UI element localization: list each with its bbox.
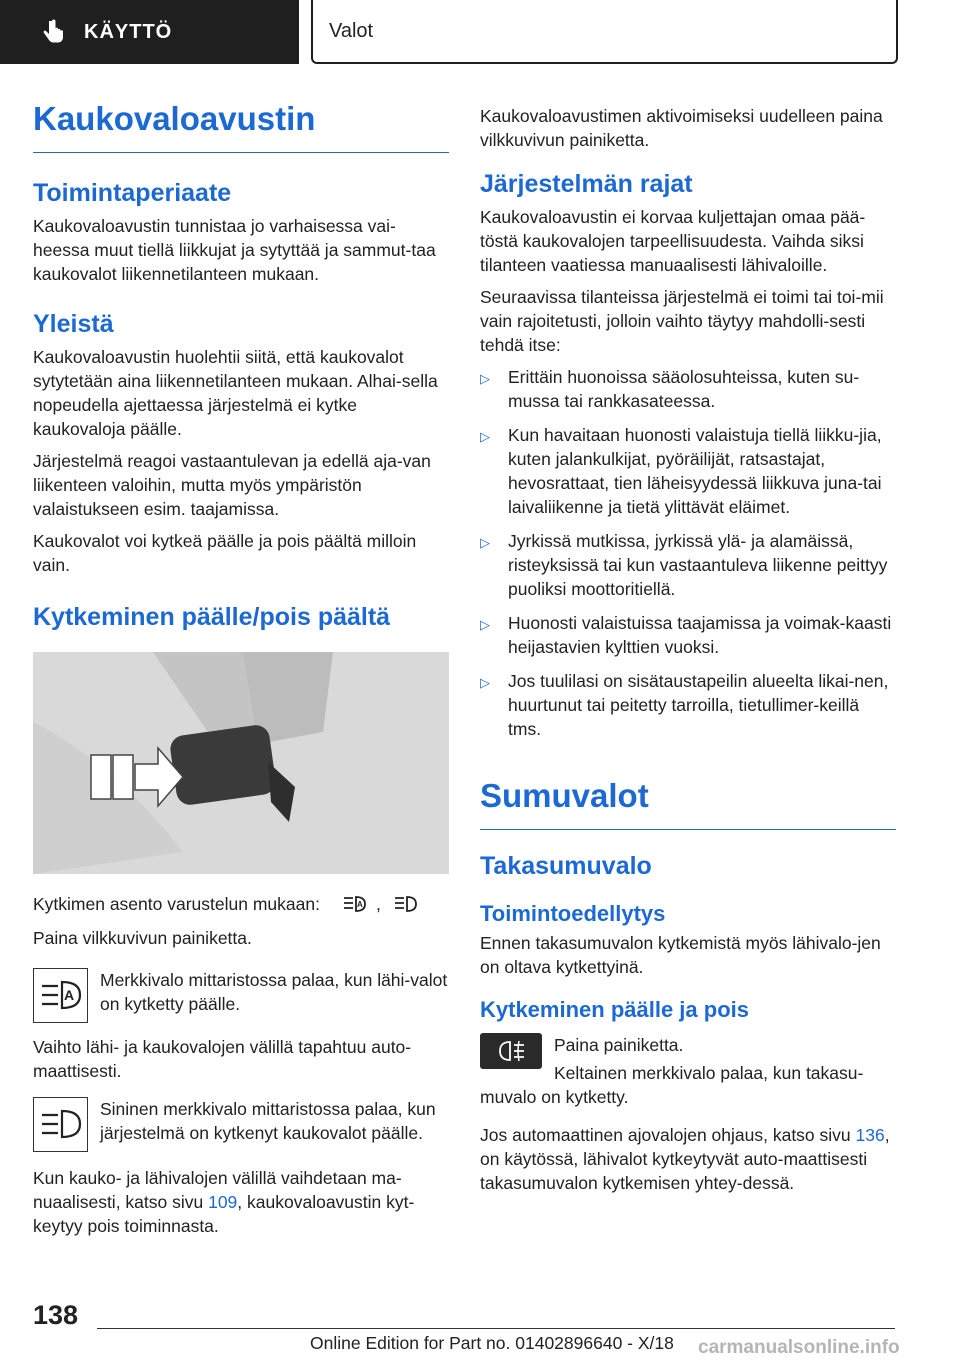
bullet-triangle-icon: ▷ <box>480 675 490 690</box>
paragraph: Merkkivalo mittaristossa palaa, kun lähi-valot on kytketty päälle. <box>100 970 448 1014</box>
high-beam-indicator-icon <box>33 1097 88 1152</box>
page-number: 138 <box>33 1300 79 1330</box>
left-column <box>33 100 449 1238</box>
paragraph: Vaihto lähi- ja kaukovalojen välillä tapahtuu auto-maattisesti. <box>33 1037 412 1081</box>
paragraph <box>33 1166 449 1238</box>
watermark: carmanualsonline.info <box>698 1337 900 1358</box>
svg-text:A: A <box>356 900 363 909</box>
switch-position-line <box>33 892 449 916</box>
paragraph <box>480 1123 896 1195</box>
text-span: Kun kauko- ja lähivalojen välillä vaihdetaan ma-nuaalisesti, katso sivu <box>33 1168 402 1212</box>
paragraph: Sininen merkkivalo mittaristossa palaa, kun järjestelmä on kytkenyt kaukovalot päälle. <box>100 1099 436 1143</box>
chapter-tab <box>311 0 898 64</box>
separator: , <box>375 894 381 914</box>
auto-high-beam-icon <box>342 893 368 915</box>
right-column <box>480 104 896 1195</box>
section-label: KÄYTTÖ <box>84 20 173 43</box>
text-span: Jos automaattinen ajovalojen ohjaus, katso sivu <box>480 1125 856 1145</box>
paragraph: Kaukovaloavustin huolehtii siitä, että kaukovalot sytytetään aina liikennetilanteen mukaan. Alhai-sella nopeudella ajettaessa järjestelmä ei kytke kaukovaloja päälle. <box>33 347 438 439</box>
page-title: Kaukovaloavustin <box>33 100 449 153</box>
paragraph: Kaukovaloavustin tunnistaa jo varhaisessa vai-heessa muut tiellä liikkujat ja sytyttää ja sammut-taa kaukovalot liikennetilanteen mukaan. <box>33 216 436 284</box>
limits-list <box>480 365 896 741</box>
list-item-text: Jyrkissä mutkissa, jyrkissä ylä- ja alamäissä, risteyksissä tai kun vastaantuleva liikenne peittyy puoliksi moottoritiellä. <box>508 531 888 599</box>
chapter-label: Valot <box>329 19 374 42</box>
text-span: , kaukovaloavustin kyt-keytyy pois toiminnasta. <box>33 1192 415 1236</box>
turn-signal-stalk-illustration <box>33 652 449 874</box>
list-item <box>480 669 896 741</box>
paragraph: Kaukovalot voi kytkeä päälle ja pois päältä milloin vain. <box>33 531 417 575</box>
section-heading: Järjestelmän rajat <box>480 170 693 198</box>
list-item <box>480 365 896 413</box>
high-beam-icon <box>393 893 419 915</box>
list-item-text: Erittäin huonoissa sääolosuhteissa, kuten su-mussa tai rankkasateessa. <box>508 367 860 411</box>
bullet-triangle-icon: ▷ <box>480 617 490 632</box>
bullet-triangle-icon: ▷ <box>480 535 490 550</box>
paragraph: Kaukovaloavustin ei korvaa kuljettajan omaa pää-töstä kaukovalojen tarpeellisuudesta. Vaihda siksi tilanteen vaatiessa manuaalisesti lähivaloille. <box>480 207 866 275</box>
auto-high-beam-indicator-icon <box>33 968 88 1023</box>
paragraph: Kaukovaloavustimen aktivoimiseksi uudelleen paina vilkkuvivun painiketta. <box>480 106 883 150</box>
section-tab <box>0 0 299 64</box>
indicator-note <box>33 968 449 1023</box>
list-item-text: Huonosti valaistuissa taajamissa ja voimak-kaasti heijastavien kylttien vuoksi. <box>508 613 892 657</box>
paragraph: Kytkimen asento varustelun mukaan: <box>33 894 320 914</box>
paragraph: Järjestelmä reagoi vastaantulevan ja edellä aja-van liikenteen valoihin, mutta myös ympäristön valaistukseen esim. taajamissa. <box>33 451 431 519</box>
fog-button-note <box>480 1033 896 1109</box>
bullet-triangle-icon: ▷ <box>480 429 490 444</box>
list-item-text: Jos tuulilasi on sisätaustapeilin alueelta likai-nen, huurtunut tai peitetty tarroilla, tietullimer-keillä tms. <box>508 671 889 739</box>
footer-divider <box>97 1328 895 1329</box>
section-heading: Yleistä <box>33 310 114 338</box>
stalk-photo <box>33 652 449 874</box>
section-heading: Takasumuvalo <box>480 852 652 880</box>
subsection-heading: Toimintoedellytys <box>480 901 666 926</box>
rear-fog-light-icon <box>480 1033 542 1069</box>
list-item <box>480 529 896 601</box>
text-span: , on käytössä, lähivalot kytkeytyvät auto-maattisesti takasumuvalon kytkemisen yhtey-dessä. <box>480 1125 890 1193</box>
list-item <box>480 611 896 659</box>
svg-text:A: A <box>64 987 75 1003</box>
edition-text: Online Edition for Part no. 01402896640 - X/18 <box>310 1333 674 1353</box>
paragraph: Seuraavissa tilanteissa järjestelmä ei toimi tai toi-mii vain rajoitetusti, jolloin vaihto täytyy mahdolli-sesti tehdä itse: <box>480 287 884 355</box>
hand-pointer-icon <box>40 18 68 46</box>
rear-fog-button <box>480 1033 542 1069</box>
indicator-note <box>33 1097 449 1152</box>
paragraph: Keltainen merkkivalo palaa, kun takasu-muvalo on kytketty. <box>480 1063 864 1107</box>
chapter-heading: Sumuvalot <box>480 777 896 830</box>
paragraph: Paina painiketta. <box>554 1035 684 1055</box>
paragraph: Paina vilkkuvivun painiketta. <box>33 928 252 948</box>
list-item-text: Kun havaitaan huonosti valaistuja tiellä liikku-jia, kuten jalankulkijat, pyöräilijät, ratsastajat, hevosrattaat, tien läheisyydessä liikkuva juna-tai laivaliikenne ja tietä ylittävät eläimet. <box>508 425 882 517</box>
bullet-triangle-icon: ▷ <box>480 371 490 386</box>
subsection-heading: Kytkeminen päälle ja pois <box>480 997 749 1022</box>
section-heading: Kytkeminen päälle/pois päältä <box>33 603 391 631</box>
page-link-109[interactable]: 109 <box>208 1192 238 1212</box>
paragraph: Ennen takasumuvalon kytkemistä myös lähivalo-jen on oltava kytkettyinä. <box>480 933 881 977</box>
section-heading: Toimintaperiaate <box>33 179 232 207</box>
page-link-136[interactable]: 136 <box>855 1125 885 1145</box>
list-item <box>480 423 896 519</box>
